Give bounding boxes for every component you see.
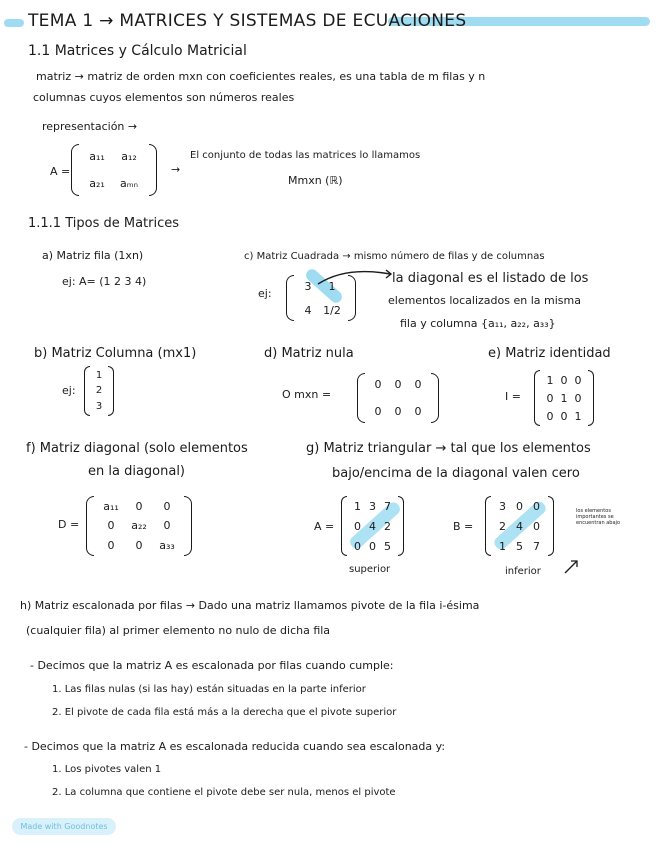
matrix-cell: aₘₙ (120, 177, 138, 190)
type-a-example: ej: A= (1 2 3 4) (62, 275, 147, 288)
matrix-a-label: A = (50, 165, 71, 178)
matrix-cell: 0 (394, 405, 402, 418)
matrix-definition-line1: matriz → matriz de orden mxn con coeficientes reales, es una tabla de m filas y n (36, 70, 486, 83)
matrix-cell: 4 (369, 519, 376, 533)
set-description: El conjunto de todas las matrices lo llamamos (190, 150, 421, 161)
matrix-cell: 0 (394, 378, 402, 391)
matrix-cell: 0 (374, 405, 382, 418)
matrix-cell: 1 (328, 279, 336, 293)
type-d-title: d) Matriz nula (264, 346, 354, 361)
matrix-f-diagonal (86, 496, 192, 556)
matrix-cell: 5 (516, 539, 523, 553)
matrix-cell: 3 (369, 499, 376, 513)
matrix-cell: 0 (163, 519, 171, 533)
matrix-g-b-caption: inferior (505, 566, 541, 577)
type-h-title-line2: (cualquier fila) al primer elemento no nulo de dicha fila (26, 624, 331, 637)
section-1-1-heading: 1.1 Matrices y Cálculo Matricial (28, 43, 247, 59)
matrix-cell: 0 (374, 378, 382, 391)
type-g-title-line1: g) Matriz triangular → tal que los elementos (306, 441, 591, 456)
matrix-cell: 0 (560, 409, 568, 423)
representation-label: representación → (42, 120, 138, 133)
matrix-cell: 0 (414, 378, 422, 391)
matrix-cell: 1 (354, 499, 361, 513)
matrix-g-b-note: los elementos importantes se encuentran abajo (576, 508, 620, 526)
matrix-cell: 0 (354, 519, 361, 533)
matrix-cell: a₂₂ (131, 519, 147, 533)
matrix-cell: 0 (107, 539, 115, 553)
matrix-d-null (357, 373, 439, 423)
pointer-arrow-icon (562, 556, 582, 576)
matrix-cell: 0 (107, 519, 115, 533)
matrix-cell: a₃₃ (159, 539, 175, 553)
diagonal-note-line1: la diagonal es el listado de los (392, 271, 589, 286)
title-highlight-left (4, 19, 24, 27)
matrix-cell: 1 (574, 409, 582, 423)
matrix-cell: 2 (384, 519, 391, 533)
matrix-cell: 1 (499, 539, 506, 553)
matrix-cell: 1 (95, 369, 103, 381)
matrix-cell: a₂₁ (89, 177, 105, 190)
matrix-cell: 0 (163, 499, 171, 513)
matrix-e-label: I = (505, 390, 521, 403)
matrix-cell: 7 (384, 499, 391, 513)
arrow-icon: → (171, 163, 181, 176)
diagonal-note-line2: elementos localizados en la misma (388, 294, 581, 307)
matrix-cell: 0 (135, 499, 143, 513)
matrix-cell: 3 (95, 401, 103, 413)
matrix-g-a-caption: superior (349, 564, 391, 575)
matrix-cell: 1 (546, 373, 554, 387)
type-b-example-label: ej: (62, 384, 76, 397)
type-f-title-line1: f) Matriz diagonal (solo elementos (26, 441, 248, 456)
goodnotes-badge: Made with Goodnotes (12, 818, 116, 835)
matrix-cell: 0 (516, 499, 523, 513)
matrix-cell: 0 (414, 405, 422, 418)
condition-2-item-2: 2. La columna que contiene el pivote debe ser nula, menos el pivote (52, 787, 396, 798)
matrix-cell: 0 (135, 539, 143, 553)
matrix-definition-line2: columnas cuyos elementos son números reales (33, 91, 295, 104)
matrix-f-label: D = (58, 518, 80, 531)
condition-bullet-2: - Decimos que la matriz A es escalonada reducida cuando sea escalonada y: (24, 740, 446, 753)
matrix-cell: 0 (574, 391, 582, 405)
matrix-cell: 3 (304, 279, 312, 293)
matrix-cell: 7 (533, 539, 540, 553)
matrix-cell: 0 (533, 519, 540, 533)
type-g-title-line2: bajo/encima de la diagonal valen cero (332, 466, 580, 481)
matrix-cell: 2 (95, 385, 103, 397)
matrix-cell: 1 (560, 391, 568, 405)
section-1-1-1-heading: 1.1.1 Tipos de Matrices (28, 216, 180, 231)
matrix-cell: 0 (546, 409, 554, 423)
type-c-example-label: ej: (258, 287, 272, 300)
type-e-title: e) Matriz identidad (488, 346, 611, 361)
matrix-cell: 0 (354, 539, 361, 553)
curved-arrow-icon (316, 266, 396, 288)
matrix-cell: 0 (546, 391, 554, 405)
matrix-cell: 4 (516, 519, 523, 533)
type-h-title-line1: h) Matriz escalonada por filas → Dado una matriz llamamos pivote de la fila i-ésima (20, 599, 480, 612)
matrix-a-general (71, 144, 157, 196)
condition-2-item-1: 1. Los pivotes valen 1 (52, 764, 162, 775)
matrix-cell: 0 (369, 539, 376, 553)
matrix-cell: a₁₁ (89, 150, 105, 163)
condition-bullet-1: - Decimos que la matriz A es escalonada por filas cuando cumple: (30, 659, 394, 672)
matrix-cell: 0 (560, 373, 568, 387)
matrix-e-identity (534, 370, 594, 426)
matrix-cell: 5 (384, 539, 391, 553)
matrix-cell: 3 (499, 499, 506, 513)
matrix-cell: 1/2 (323, 303, 341, 317)
condition-1-item-1: 1. Las filas nulas (si las hay) están situadas en la parte inferior (52, 684, 366, 695)
matrix-g-b-lower (485, 496, 554, 556)
type-c-title: c) Matriz Cuadrada → mismo número de filas y de columnas (244, 251, 545, 262)
matrix-cell: 0 (533, 499, 540, 513)
set-symbol: Mmxn (ℝ) (288, 174, 343, 187)
matrix-d-label: O mxn = (282, 388, 332, 401)
type-f-title-line2: en la diagonal) (88, 464, 186, 479)
matrix-b-column (84, 366, 114, 416)
type-a-title: a) Matriz fila (1xn) (42, 249, 144, 262)
diagonal-note-line3: fila y columna {a₁₁, a₂₂, a₃₃} (400, 317, 556, 330)
matrix-g-a-label: A = (314, 520, 335, 533)
matrix-g-b-label: B = (453, 520, 474, 533)
matrix-cell: a₁₂ (121, 150, 137, 163)
matrix-cell: 4 (304, 303, 312, 317)
page-title: TEMA 1 → MATRICES Y SISTEMAS DE ECUACIONES (28, 11, 467, 31)
matrix-cell: 2 (499, 519, 506, 533)
matrix-cell: a₁₁ (103, 499, 119, 513)
type-b-title: b) Matriz Columna (mx1) (34, 346, 197, 361)
condition-1-item-2: 2. El pivote de cada fila está más a la derecha que el pivote superior (52, 707, 397, 718)
matrix-g-a-upper (341, 496, 404, 556)
matrix-cell: 0 (574, 373, 582, 387)
